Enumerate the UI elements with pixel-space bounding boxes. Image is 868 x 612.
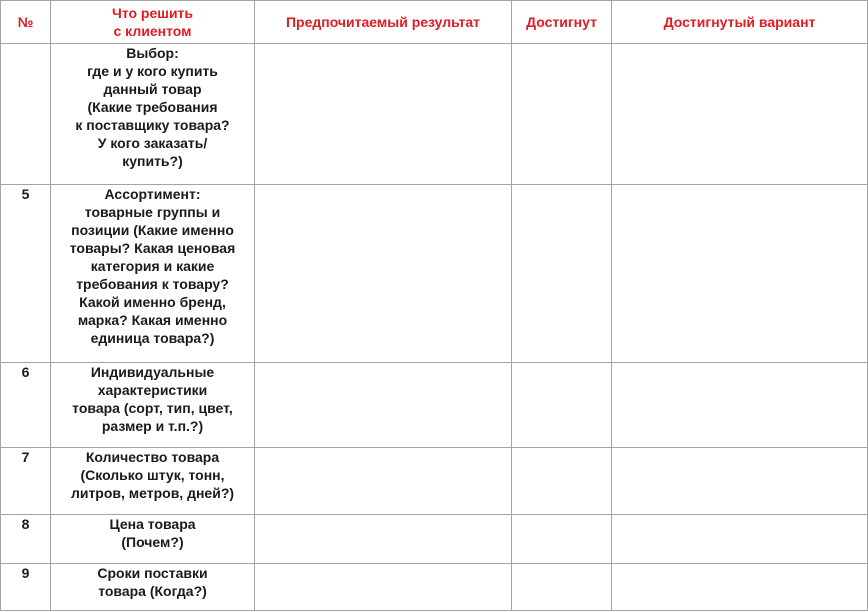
achieved-variant-cell[interactable]	[612, 448, 868, 515]
table-row	[1, 363, 868, 448]
header-achieved-variant: Достигнутый вариант	[612, 1, 868, 44]
header-topic: Что решить с клиентом	[51, 1, 255, 44]
table-row	[1, 564, 868, 611]
table-row	[1, 448, 868, 515]
row-number: 7	[1, 448, 51, 515]
preferred-result-cell[interactable]	[255, 515, 512, 564]
row-topic: Сроки поставки товара (Когда?)	[51, 564, 255, 611]
header-preferred-result: Предпочитаемый результат	[255, 1, 512, 44]
row-topic: Количество товара (Сколько штук, тонн, литров, метров, дней?)	[51, 448, 255, 515]
achieved-variant-cell[interactable]	[612, 515, 868, 564]
header-num: №	[1, 1, 51, 44]
achieved-cell[interactable]	[512, 515, 612, 564]
preferred-result-cell[interactable]	[255, 564, 512, 611]
table-row	[1, 44, 868, 185]
table-row	[1, 515, 868, 564]
header-achieved: Достигнут	[512, 1, 612, 44]
achieved-variant-cell[interactable]	[612, 185, 868, 363]
table-row	[1, 185, 868, 363]
achieved-variant-cell[interactable]	[612, 564, 868, 611]
preferred-result-cell[interactable]	[255, 185, 512, 363]
row-number: 5	[1, 185, 51, 363]
row-topic: Цена товара (Почем?)	[51, 515, 255, 564]
row-number: 6	[1, 363, 51, 448]
achieved-cell[interactable]	[512, 448, 612, 515]
achieved-variant-cell[interactable]	[612, 363, 868, 448]
row-number	[1, 44, 51, 185]
achieved-cell[interactable]	[512, 185, 612, 363]
achieved-cell[interactable]	[512, 564, 612, 611]
row-topic: Ассортимент: товарные группы и позиции (Какие именно товары? Какая ценовая категория и какие требования к товару? Какой именно бренд, марка? Какая именно единица товара?)	[51, 185, 255, 363]
preferred-result-cell[interactable]	[255, 448, 512, 515]
preferred-result-cell[interactable]	[255, 363, 512, 448]
row-number: 8	[1, 515, 51, 564]
achieved-cell[interactable]	[512, 44, 612, 185]
row-number: 9	[1, 564, 51, 611]
row-topic: Выбор: где и у кого купить данный товар (Какие требования к поставщику товара? У кого заказать/ купить?)	[51, 44, 255, 185]
row-topic: Индивидуальные характеристики товара (сорт, тип, цвет, размер и т.п.?)	[51, 363, 255, 448]
achieved-variant-cell[interactable]	[612, 44, 868, 185]
preferred-result-cell[interactable]	[255, 44, 512, 185]
header-row	[1, 1, 868, 44]
achieved-cell[interactable]	[512, 363, 612, 448]
